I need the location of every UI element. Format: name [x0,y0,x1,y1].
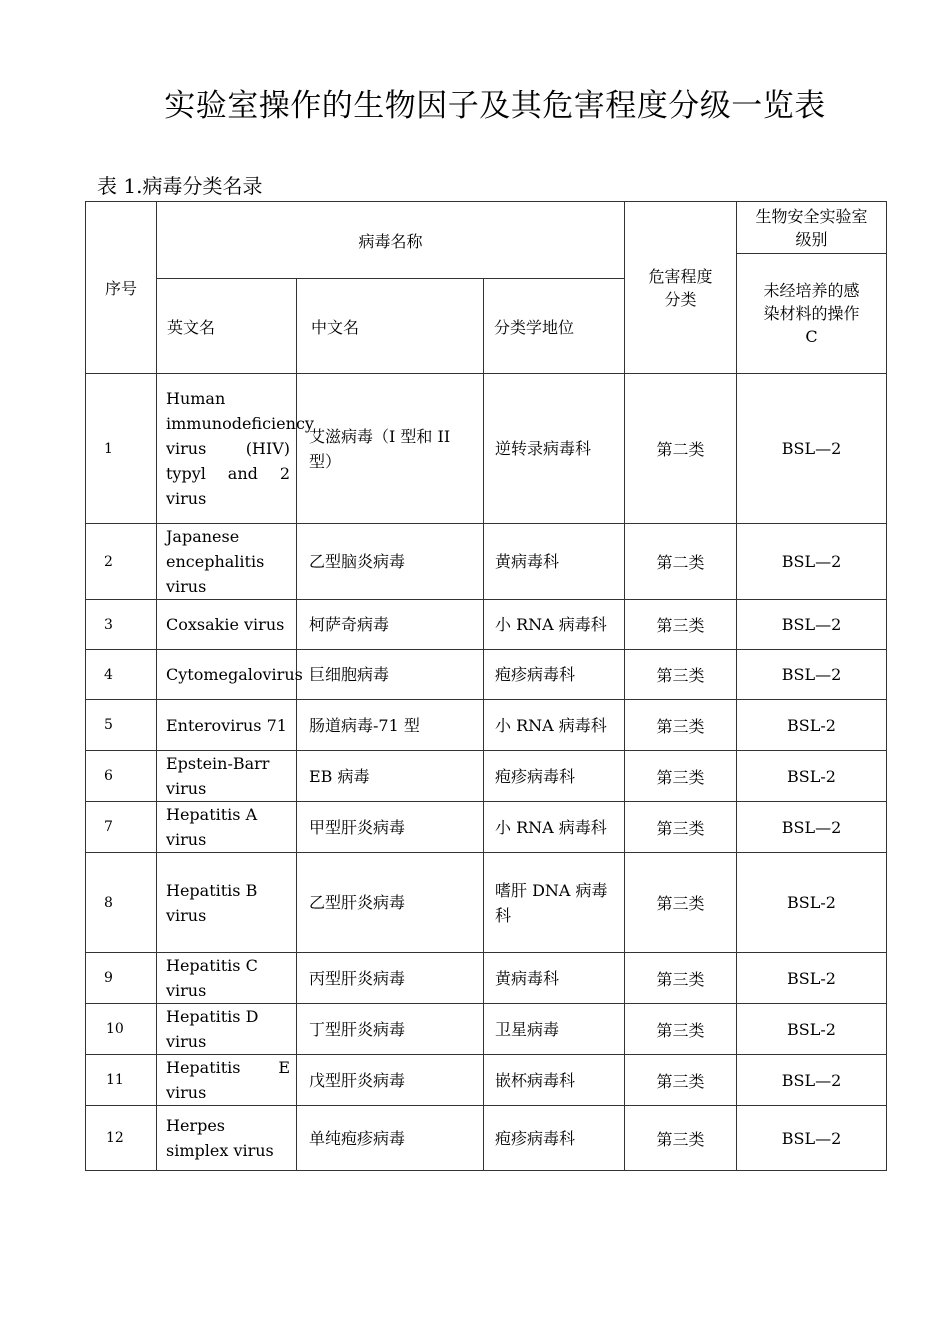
cell-hazard-class: 第三类 [625,751,737,802]
table-row [86,1004,887,1055]
cell-taxonomy: 黄病毒科 [484,524,625,600]
table-row [86,374,887,524]
cell-seq: 4 [86,650,157,700]
table-row [86,953,887,1004]
virus-classification-table [85,201,887,1171]
cell-bsl-level: BSL—2 [737,600,887,650]
cell-chinese-name: 丙型肝炎病毒 [297,953,484,1004]
cell-seq: 8 [86,853,157,953]
cell-taxonomy: 逆转录病毒科 [484,374,625,524]
cell-hazard-class: 第三类 [625,1106,737,1171]
cell-hazard-class: 第三类 [625,1004,737,1055]
cell-taxonomy: 疱疹病毒科 [484,650,625,700]
header-seq: 序号 [86,202,157,374]
cell-english-name: Enterovirus 71 [157,700,297,751]
cell-hazard-class: 第三类 [625,1055,737,1106]
cell-chinese-name: 丁型肝炎病毒 [297,1004,484,1055]
cell-seq: 1 [86,374,157,524]
table-row [86,853,887,953]
cell-bsl-level: BSL—2 [737,524,887,600]
cell-chinese-name: 戊型肝炎病毒 [297,1055,484,1106]
cell-bsl-level: BSL-2 [737,853,887,953]
cell-chinese-name: 单纯疱疹病毒 [297,1106,484,1171]
cell-chinese-name: 柯萨奇病毒 [297,600,484,650]
table-row [86,1055,887,1106]
cell-chinese-name: 艾滋病毒（I 型和 II 型） [297,374,484,524]
cell-seq: 12 [86,1106,157,1171]
cell-chinese-name: EB 病毒 [297,751,484,802]
cell-chinese-name: 乙型肝炎病毒 [297,853,484,953]
cell-chinese-name: 肠道病毒-71 型 [297,700,484,751]
table-row [86,751,887,802]
cell-taxonomy: 小 RNA 病毒科 [484,802,625,853]
header-bsl-group: 生物安全实验室级别 [737,202,887,254]
cell-bsl-level: BSL—2 [737,650,887,700]
cell-chinese-name: 乙型脑炎病毒 [297,524,484,600]
header-chinese: 中文名 [297,279,484,374]
cell-bsl-level: BSL—2 [737,1106,887,1171]
table-row [86,700,887,751]
cell-taxonomy: 疱疹病毒科 [484,751,625,802]
cell-english-name: Japanese encephalitis virus [157,524,297,600]
cell-bsl-level: BSL—2 [737,374,887,524]
cell-hazard-class: 第二类 [625,374,737,524]
cell-english-name: Hepatitis C virus [157,953,297,1004]
cell-seq: 5 [86,700,157,751]
cell-seq: 9 [86,953,157,1004]
cell-seq: 3 [86,600,157,650]
page-title: 实验室操作的生物因子及其危害程度分级一览表 [164,88,826,124]
cell-bsl-level: BSL-2 [737,953,887,1004]
cell-english-name: Cytomegalovirus [157,650,297,700]
cell-hazard-class: 第三类 [625,853,737,953]
cell-taxonomy: 小 RNA 病毒科 [484,600,625,650]
cell-hazard-class: 第三类 [625,802,737,853]
cell-english-name: Coxsakie virus [157,600,297,650]
cell-bsl-level: BSL-2 [737,1004,887,1055]
table-row [86,802,887,853]
cell-chinese-name: 甲型肝炎病毒 [297,802,484,853]
cell-english-name: Epstein-Barr virus [157,751,297,802]
header-hazard: 危害程度分类 [625,202,737,374]
table-row [86,600,887,650]
cell-seq: 10 [86,1004,157,1055]
header-english: 英文名 [157,279,297,374]
cell-taxonomy: 小 RNA 病毒科 [484,700,625,751]
cell-seq: 7 [86,802,157,853]
header-taxonomy: 分类学地位 [484,279,625,374]
header-bsl-sub: 未经培养的感染材料的操作 C [737,254,887,374]
cell-seq: 11 [86,1055,157,1106]
cell-english-name: Hepatitis D virus [157,1004,297,1055]
cell-english-name: Hepatitis E virus [157,1055,297,1106]
cell-bsl-level: BSL—2 [737,802,887,853]
table-body [86,374,887,1171]
cell-seq: 2 [86,524,157,600]
cell-chinese-name: 巨细胞病毒 [297,650,484,700]
cell-taxonomy: 卫星病毒 [484,1004,625,1055]
cell-english-name: Hepatitis B virus [157,853,297,953]
cell-hazard-class: 第三类 [625,953,737,1004]
cell-hazard-class: 第二类 [625,524,737,600]
cell-hazard-class: 第三类 [625,700,737,751]
cell-english-name: Herpes simplex virus [157,1106,297,1171]
cell-taxonomy: 嵌杯病毒科 [484,1055,625,1106]
cell-bsl-level: BSL—2 [737,1055,887,1106]
table-row [86,650,887,700]
cell-taxonomy: 疱疹病毒科 [484,1106,625,1171]
cell-bsl-level: BSL-2 [737,751,887,802]
cell-hazard-class: 第三类 [625,650,737,700]
table-row [86,524,887,600]
cell-hazard-class: 第三类 [625,600,737,650]
header-virus-name: 病毒名称 [157,202,625,279]
table-row [86,1106,887,1171]
cell-english-name: Human immunodeficiency virus (HIV) typyl and 2 virus [157,374,297,524]
table-caption: 表 1.病毒分类名录 [97,174,263,198]
cell-taxonomy: 嗜肝 DNA 病毒科 [484,853,625,953]
cell-seq: 6 [86,751,157,802]
cell-taxonomy: 黄病毒科 [484,953,625,1004]
cell-english-name: Hepatitis A virus [157,802,297,853]
cell-bsl-level: BSL-2 [737,700,887,751]
